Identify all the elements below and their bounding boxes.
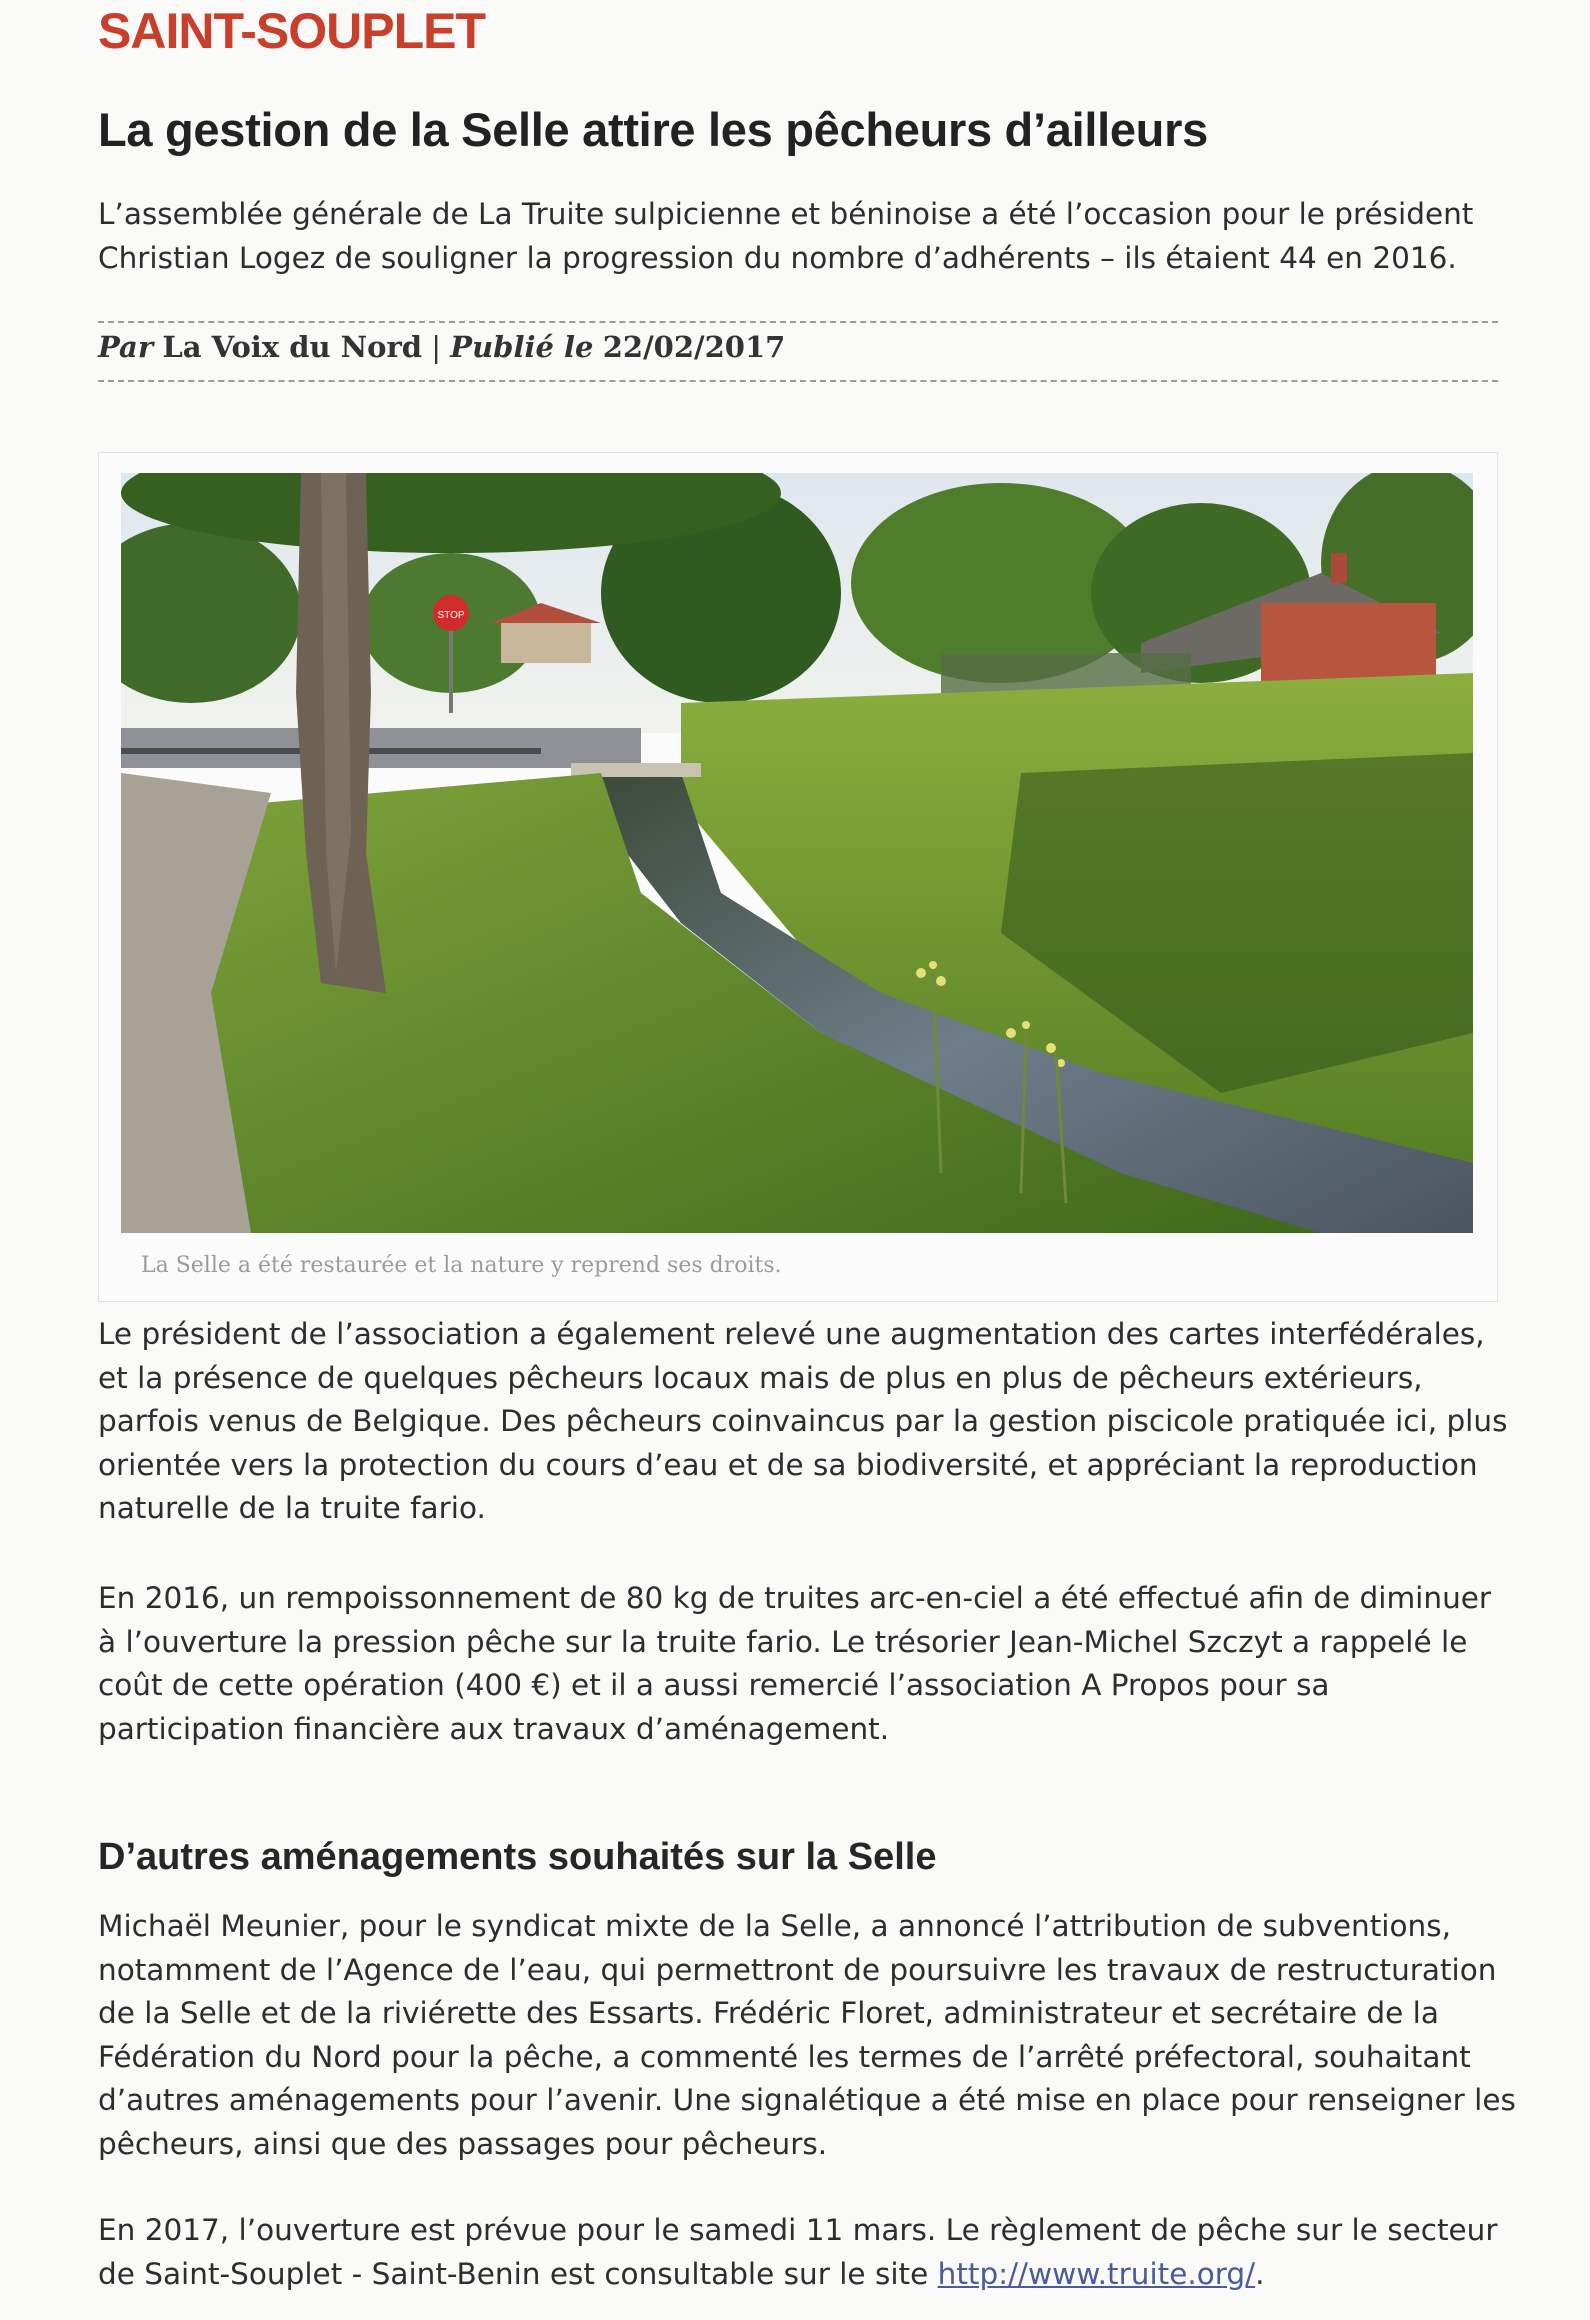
closing-paragraph: [98, 2209, 1518, 2296]
photo-caption: La Selle a été restaurée et la nature y reprend ses droits.: [141, 1253, 782, 1278]
byline-rule-bottom: [98, 380, 1498, 382]
paragraph-2: En 2016, un rempoissonnement de 80 kg de truites arc-en-ciel a été effectué afin de diminuer à l’ouverture la pression pêche sur la truite fario. Le trésorier Jean-Michel Szczyt a rappelé le coût de cette opération (400 €) et il a aussi remercié l’association A Propos pour sa participation financière aux travaux d’aménagement.: [98, 1581, 1492, 1746]
article-title: La gestion de la Selle attire les pêcheurs d’ailleurs: [98, 103, 1208, 156]
closing-end: .: [1255, 2256, 1265, 2291]
byline-date: 22/02/2017: [602, 330, 786, 364]
subheading: D’autres aménagements souhaités sur la Selle: [98, 1836, 937, 1878]
stop-sign-text: STOP: [437, 610, 465, 621]
byline-rule-top: [98, 321, 1498, 323]
byline-author: La Voix du Nord: [162, 330, 423, 364]
closing-text: En 2017, l’ouverture est prévue pour le samedi 11 mars. Le règlement de pêche sur le secteur de Saint-Souplet - Saint-Benin est consultable sur le site: [98, 2213, 1498, 2291]
byline: [98, 330, 785, 364]
photo-figure: [98, 452, 1498, 1302]
paragraph-3: Michaël Meunier, pour le syndicat mixte de la Selle, a annoncé l’attribution de subventions, notamment de l’Agence de l’eau, qui permettront de poursuivre les travaux de restructuration de la Selle et de la riviérette des Essarts. Frédéric Floret, administrateur et secrétaire de la Fédération du Nord pour la pêche, a commenté les termes de l’arrêté préfectoral, souhaitant d’autres aménagements pour l’avenir. Une signalétique a été mise en place pour renseigner les pêcheurs, ainsi que des passages pour pêcheurs.: [98, 1909, 1516, 2161]
section-label: SAINT-SOUPLET: [98, 3, 486, 59]
truite-site-link[interactable]: http://www.truite.org/: [937, 2256, 1256, 2291]
river-photo: [121, 473, 1473, 1233]
paragraph-1: Le président de l’association a également relevé une augmentation des cartes interfédérales, et la présence de quelques pêcheurs locaux mais de plus en plus de pêcheurs extérieurs, parfois venus de Belgique. Des pêcheurs coinvaincus par la gestion piscicole pratiquée ici, plus orientée vers la protection du cours d’eau et de sa biodiversité, et appréciant la reproduction naturelle de la truite fario.: [98, 1317, 1508, 1525]
byline-separator: |: [431, 330, 442, 364]
byline-published-label: Publié le: [450, 330, 594, 364]
byline-par: Par: [98, 330, 154, 364]
article-lede: L’assemblée générale de La Truite sulpicienne et béninoise a été l’occasion pour le président Christian Logez de souligner la progression du nombre d’adhérents – ils étaient 44 en 2016.: [98, 197, 1474, 275]
